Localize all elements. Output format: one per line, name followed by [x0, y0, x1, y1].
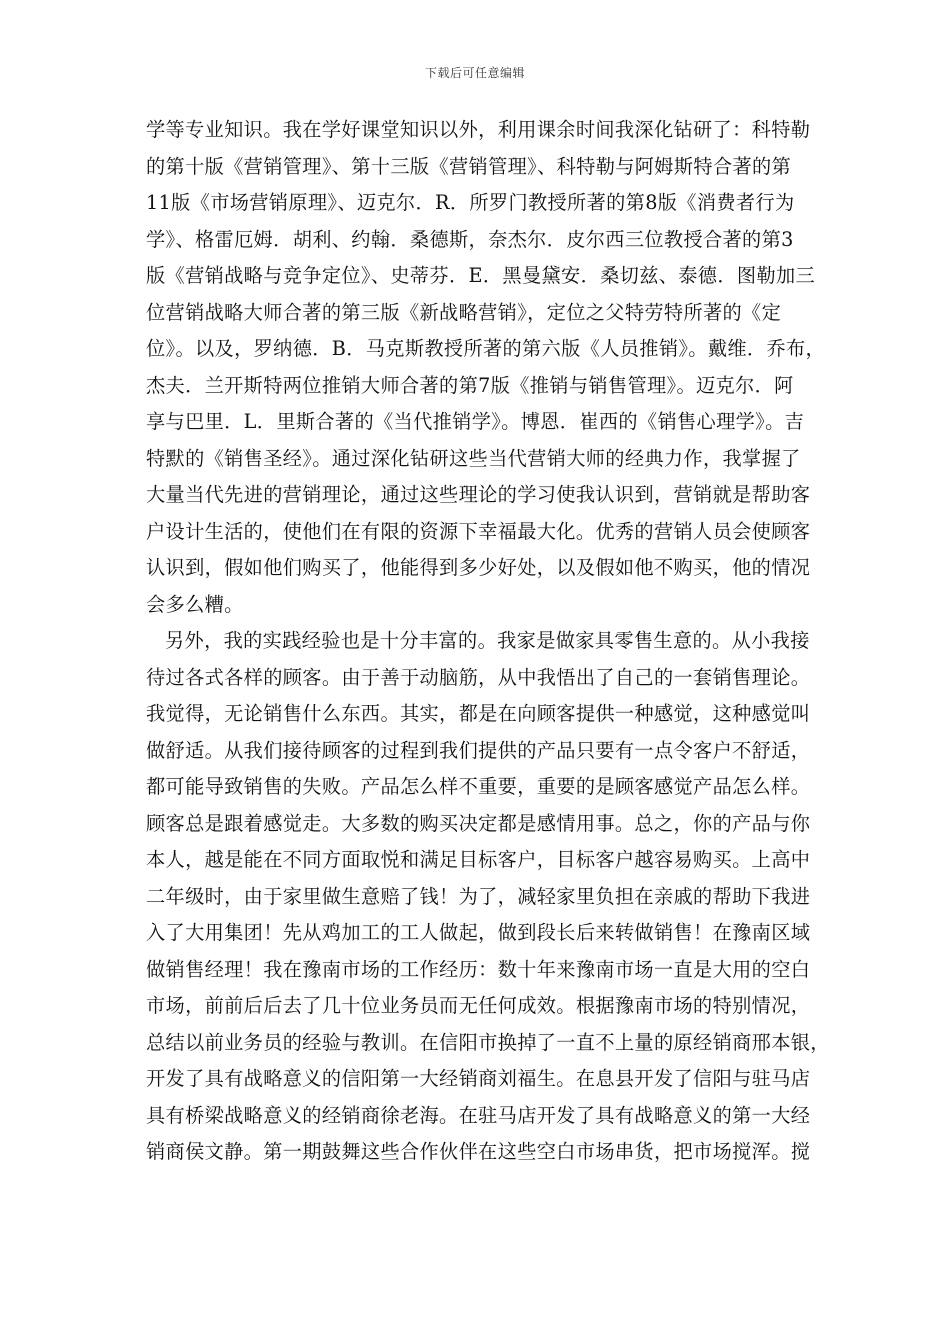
document-body — [146, 112, 830, 1171]
text-line: 会多么糟。 — [146, 592, 244, 616]
text-line: 11版《市场营销原理》、迈克尔．R．所罗门教授所著的第8版《消费者行为 — [146, 191, 795, 214]
text-line: 具有桥梁战略意义的经销商徐老海。在驻马店开发了具有战略意义的第一大经 — [146, 1103, 811, 1127]
text-line: 都可能导致销售的失败。产品怎么样不重要，重要的是顾客感觉产品怎么样。 — [146, 775, 811, 798]
text-line: 本人，越是能在不同方面取悦和满足目标客户，目标客户越容易购买。上高中 — [146, 848, 811, 871]
text-line: 入了大用集团！先从鸡加工的工人做起，做到段长后来转做销售！在豫南区域 — [146, 921, 811, 944]
text-line: 做销售经理！我在豫南市场的工作经历：数十年来豫南市场一直是大用的空白 — [146, 957, 811, 981]
text-line: 认识到，假如他们购买了，他能得到多少好处，以及假如他不购买，他的情况 — [146, 556, 811, 579]
paragraph-2 — [146, 623, 830, 1171]
text-line: 做舒适。从我们接待顾客的过程到我们提供的产品只要有一点令客户不舒适， — [146, 738, 811, 762]
text-line: 待过各式各样的顾客。由于善于动脑筋，从中我悟出了自己的一套销售理论。 — [146, 665, 811, 689]
text-line: 享与巴里．L．里斯合著的《当代推销学》。博恩．崔西的《销售心理学》。吉 — [146, 410, 805, 433]
paragraph-1 — [146, 112, 826, 623]
text-line: 学等专业知识。我在学好课堂知识以外，利用课余时间我深化钻研了：科特勒 — [146, 118, 811, 141]
text-line: 大量当代先进的营销理论，通过这些理论的学习使我认识到，营销就是帮助客 — [146, 483, 811, 506]
text-line: 的第十版《营销管理》、第十三版《营销管理》、科特勒与阿姆斯特合著的第 — [146, 154, 792, 178]
text-line: 市场，前前后后去了几十位业务员而无任何成效。根据豫南市场的特别情况， — [146, 994, 811, 1017]
page-header: 下载后可任意编辑 — [424, 66, 525, 80]
text-line: 版《营销战略与竞争定位》、史蒂芬．E．黑曼黛安．桑切兹、泰德．图勒加三 — [146, 264, 816, 287]
text-line: 位营销战略大师合著的第三版《新战略营销》，定位之父特劳特所著的《定 — [146, 300, 782, 324]
text-line: 开发了具有战略意义的信阳第一大经销商刘福生。在息县开发了信阳与驻马店 — [146, 1067, 811, 1090]
text-line: 总结以前业务员的经验与教训。在信阳市换掉了一直不上量的原经销商邢本银， — [146, 1030, 830, 1054]
text-line: 杰夫．兰开斯特两位推销大师合著的第7版《推销与销售管理》。迈克尔．阿 — [146, 373, 794, 397]
text-line: 另外，我的实践经验也是十分丰富的。我家是做家具零售生意的。从小我接 — [165, 629, 810, 652]
text-line: 位》。以及，罗纳德．B．马克斯教授所著的第六版《人员推销》。戴维．乔布， — [146, 337, 826, 360]
text-line: 销商侯文静。第一期鼓舞这些合作伙伴在这些空白市场串货，把市场搅浑。搅 — [146, 1140, 811, 1163]
text-line: 二年级时，由于家里做生意赔了钱！为了，减轻家里负担在亲戚的帮助下我进 — [146, 884, 811, 908]
text-line: 特默的《销售圣经》。通过深化钻研这些当代营销大师的经典力作，我掌握了 — [146, 446, 801, 470]
text-line: 顾客总是跟着感觉走。大多数的购买决定都是感情用事。总之，你的产品与你 — [146, 811, 811, 835]
text-line: 学》、格雷厄姆．胡利、约翰．桑德斯，奈杰尔．皮尔西三位教授合著的第3 — [146, 227, 794, 251]
text-line: 户设计生活的，使他们在有限的资源下幸福最大化。优秀的营销人员会使顾客 — [146, 519, 811, 543]
text-line: 我觉得，无论销售什么东西。其实，都是在向顾客提供一种感觉，这种感觉叫 — [146, 702, 811, 725]
